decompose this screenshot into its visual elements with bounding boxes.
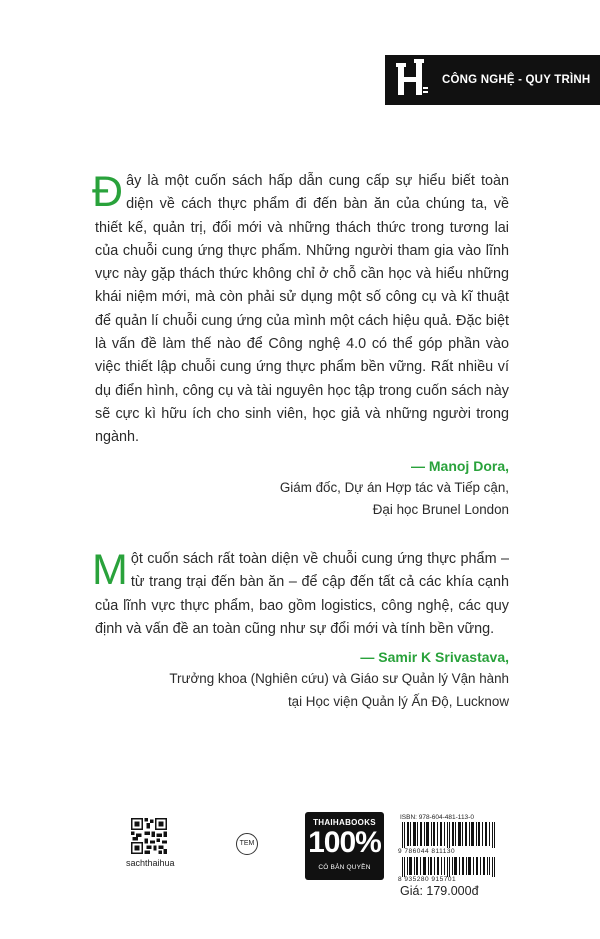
author-role-line: Giám đốc, Dự án Hợp tác và Tiếp cận,: [279, 479, 509, 495]
review-quote: [92, 168, 509, 450]
price-label: Giá: 179.000đ: [400, 884, 479, 898]
series-header: [385, 55, 600, 105]
publisher-logo-icon: [395, 57, 429, 101]
isbn-barcode-digits: 9 786044 811130: [398, 848, 456, 855]
author-affiliation-line: tại Học viện Quản lý Ấn Độ, Lucknow: [287, 693, 509, 709]
product-barcode-digits: 8 935280 915701: [398, 876, 457, 883]
drop-cap: Đ: [92, 168, 124, 216]
badge-brand: THAIHABOOKS: [313, 818, 376, 827]
tem-stamp: TEM: [236, 833, 258, 855]
review-text: ây là một cuốn sách hấp dẫn cung cấp sự hiểu biết toàn diện về cách thực phẩm đi đến bàn ăn của chúng ta, về thiết kế, quản trị, đổi mới và những thách thức trong tương lai của chuỗi cung ứng thực phẩm. Những người tham gia vào lĩnh vực này gặp thách thức không chỉ ở chỗ cần học và hiểu những khái niệm mới, mà còn phải sử dụng một số công cụ và kĩ thuật để quản lí chuỗi cung ứng của mình một cách hiệu quả. Đặc biệt là vấn đề làm thế nào để Công nghệ 4.0 có thể góp phần vào việc thiết lập chuỗi cung ứng thực phẩm bền vững. Rất nhiều ví dụ điển hình, công cụ và tài nguyên học tập trong cuốn sách này sẽ cực kì hữu ích cho sinh viên, học giả và những người trong ngành.: [95, 173, 509, 446]
badge-subtitle: CÓ BẢN QUYỀN: [318, 864, 371, 871]
review-attribution: [95, 455, 509, 522]
isbn-label: ISBN: 978-604-481-113-0: [400, 814, 474, 821]
blurb-review-1: [92, 168, 509, 522]
qr-code-icon[interactable]: [131, 818, 167, 854]
series-title: CÔNG NGHỆ - QUY TRÌNH: [442, 74, 591, 86]
review-author: — Manoj Dora,: [410, 457, 509, 474]
qr-caption: sachthaihua: [126, 858, 175, 868]
review-attribution: [95, 646, 509, 713]
review-quote: [92, 546, 509, 641]
review-text: ột cuốn sách rất toàn diện về chuỗi cung ứng thực phẩm – từ trang trại đến bàn ăn – để cập đến tất cả các khía cạnh của lĩnh vực thực phẩm, bao gồm logistics, công nghệ, các quy định và vấn đề an toàn cũng như sự đổi mới và tính bền vững.: [95, 551, 509, 637]
author-role-line: Trưởng khoa (Nghiên cứu) và Giáo sư Quản lý Vận hành: [169, 671, 509, 687]
drop-cap: M: [92, 546, 128, 594]
copyright-badge: [305, 812, 384, 880]
isbn-barcode: [400, 822, 500, 848]
badge-percent: 100%: [308, 826, 381, 859]
author-affiliation-line: Đại học Brunel London: [372, 502, 509, 518]
blurb-review-2: [92, 546, 509, 713]
review-author: — Samir K Srivastava,: [360, 649, 509, 666]
product-barcode: [400, 857, 500, 877]
